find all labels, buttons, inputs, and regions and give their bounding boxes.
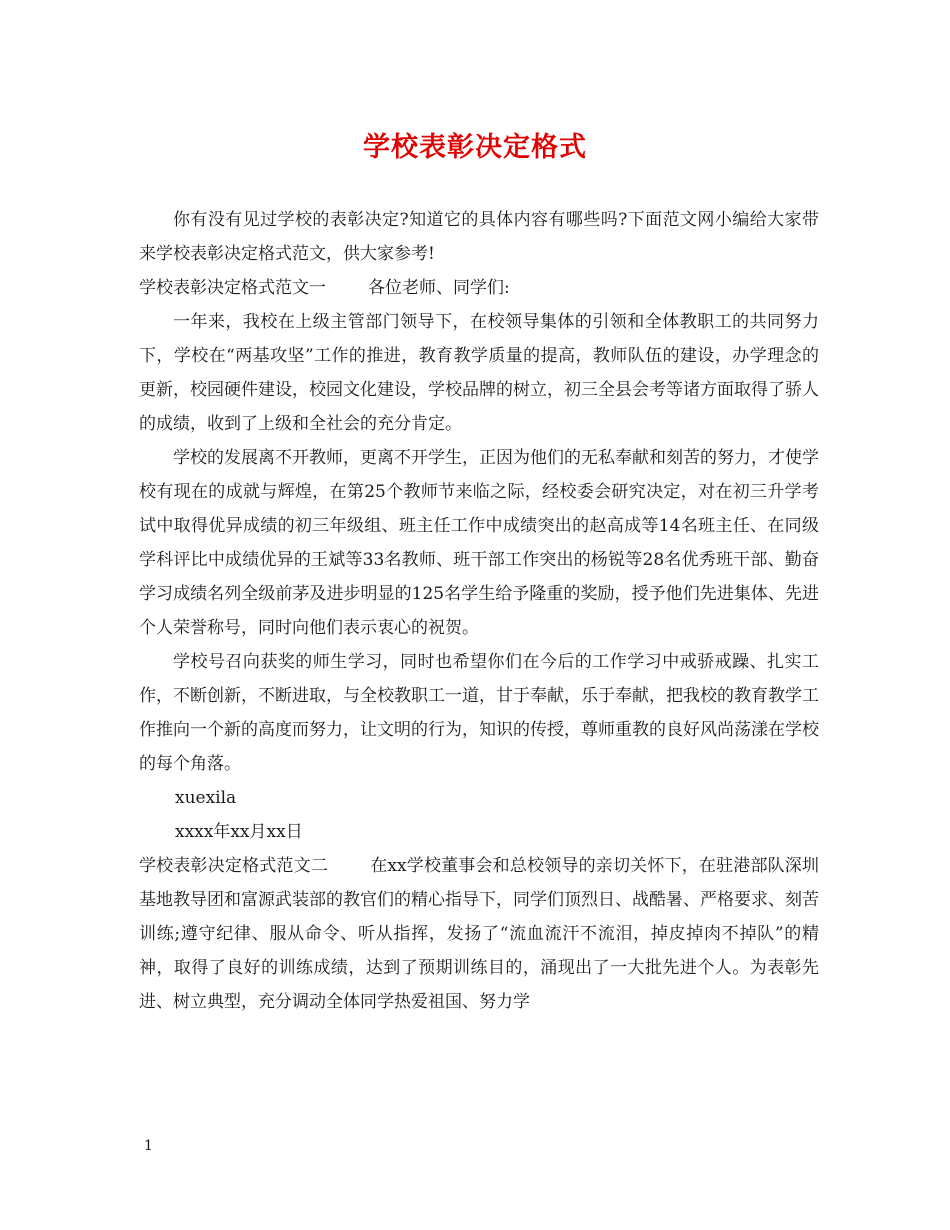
sample1-heading-line <box>139 271 819 305</box>
document-title: 学校表彰决定格式 <box>363 132 587 163</box>
sample1-paragraph-3: 学校号召向获奖的师生学习，同时也希望你们在今后的工作学习中戒骄戒躁、扎实工作，不断创新，不断进取，与全校教职工一道，甘于奉献，乐于奉献，把我校的教育教学工作推向一个新的高度而努力，让文明的行为，知识的传授，尊师重教的良好风尚荡漾在学校的每个角落。 <box>139 652 819 774</box>
intro-paragraph: 你有没有见过学校的表彰决定?知道它的具体内容有哪些吗?下面范文网小编给大家带来学校表彰决定格式范文，供大家参考! <box>139 210 819 264</box>
sample1-paragraph-1: 一年来，我校在上级主管部门领导下，在校领导集体的引领和全体教职工的共同努力下，学校在“两基攻坚”工作的推进，教育教学质量的提高，教师队伍的建设，办学理念的更新，校园硬件建设，校园文化建设，学校品牌的树立，初三全县会考等诸方面取得了骄人的成绩，收到了上级和全社会的充分肯定。 <box>139 312 819 434</box>
sample1-paragraph-2: 学校的发展离不开教师，更离不开学生，正因为他们的无私奉献和刻苦的努力，才使学校有现在的成就与辉煌，在第25个教师节来临之际，经校委会研究决定，对在初三升学考试中取得优异成绩的初三年级组、班主任工作中成绩突出的赵高成等14名班主任、在同级学科评比中成绩优异的王斌等33名教师、班干部工作突出的杨锐等28名优秀班干部、勤奋学习成绩名列全级前茅及进步明显的125名学生给予隆重的奖励，授予他们先进集体、先进个人荣誉称号，同时向他们表示衷心的祝贺。 <box>139 448 819 638</box>
sample1-heading: 学校表彰决定格式范文一 <box>139 278 326 298</box>
sample2-text: 在xx学校董事会和总校领导的亲切关怀下，在驻港部队深圳基地教导团和富源武装部的教官们的精心指导下，同学们顶烈日、战酷暑、严格要求、刻苦训练;遵守纪律、服从命令、听从指挥，发扬了“流血流汗不流泪，掉皮掉肉不掉队”的精神，取得了良好的训练成绩，达到了预期训练目的，涌现出了一大批先进个人。为表彰先进、树立典型，充分调动全体同学热爱祖国、努力学 <box>139 856 819 1012</box>
sample1-salutation: 各位老师、同学们: <box>368 278 510 298</box>
sample2-heading: 学校表彰决定格式范文二 <box>139 856 329 876</box>
document-body <box>139 203 819 1019</box>
sample1-date: xxxx年xx月xx日 <box>175 822 303 842</box>
page-number: 1 <box>144 1138 153 1154</box>
sample1-signature: xuexila <box>175 788 237 808</box>
sample2-paragraph <box>139 849 819 1019</box>
